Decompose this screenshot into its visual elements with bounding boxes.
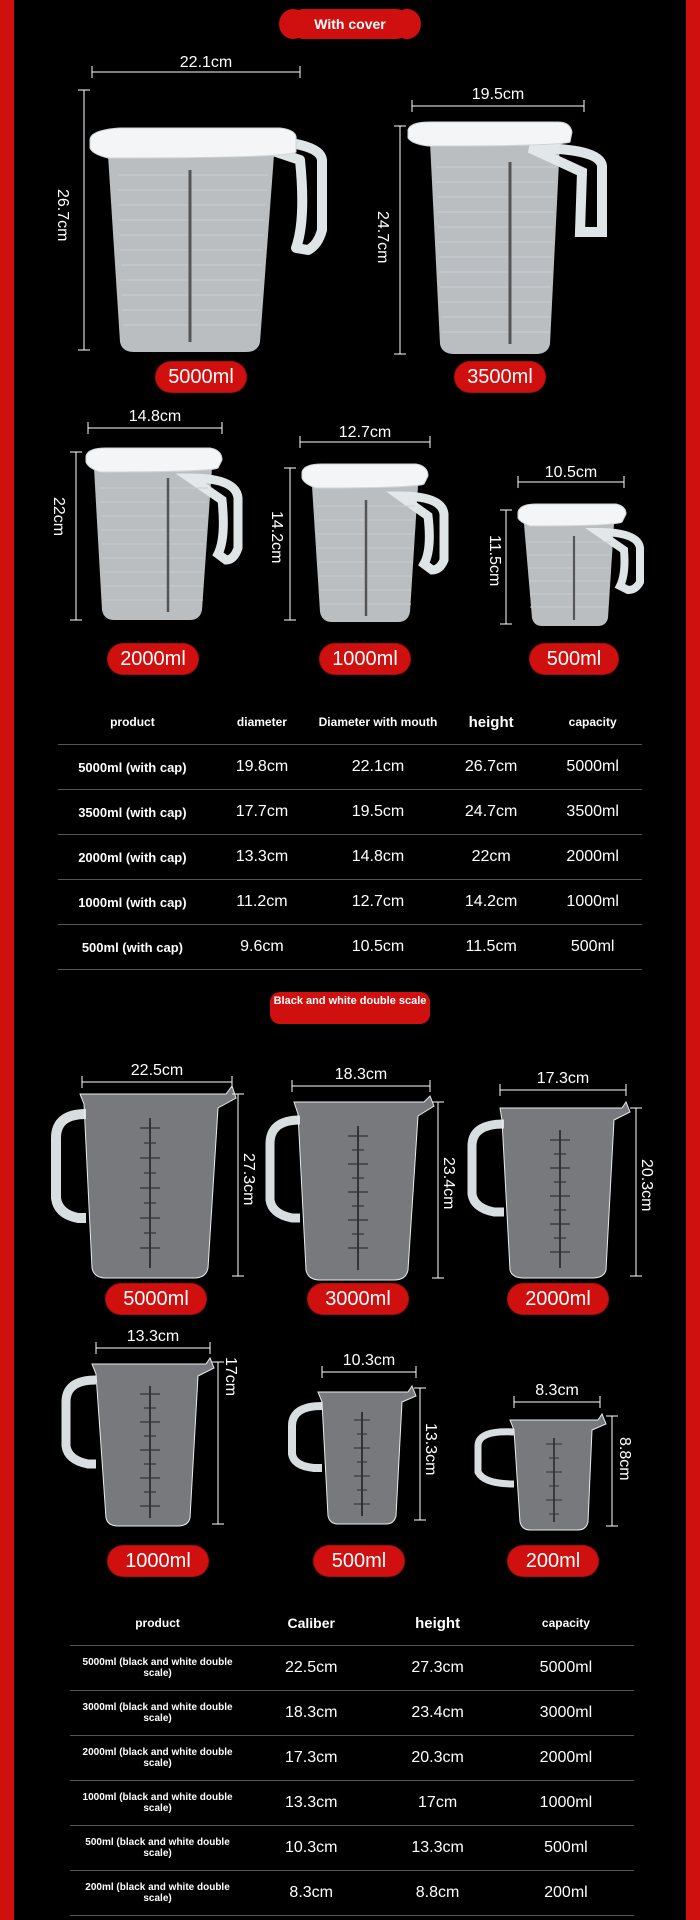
jug-with-lid-500ml-illustration [488,462,658,668]
cell-height: 17cm [377,1781,498,1826]
cell-height: 20.3cm [377,1736,498,1781]
beaker-1000ml [60,1328,260,1578]
jug2-width-label: 19.5cm [471,86,525,103]
header-capacity: capacity [543,700,642,745]
cell-caliber: 17.3cm [245,1736,377,1781]
cell-capacity: 2000ml [543,835,642,880]
cell-capacity: 3500ml [543,790,642,835]
cell-capacity: 3000ml [498,1691,634,1736]
cell-height: 8.8cm [377,1871,498,1916]
cell-caliber: 8.3cm [245,1871,377,1916]
cell-capacity: 2000ml [498,1736,634,1781]
jug-with-lid-5000ml [54,54,340,390]
section-title-double-scale: Black and white double scale [270,992,430,1024]
jug1-width-label: 22.1cm [179,54,233,71]
jug-with-lid-3500ml [370,82,620,392]
beaker1-width-label: 22.5cm [130,1062,184,1079]
beaker4-width-label: 13.3cm [126,1328,180,1345]
beaker-2000ml [460,1070,660,1318]
jug4-height-label: 14.2cm [268,511,285,564]
cell-diameter: 11.2cm [207,880,317,925]
jug4-capacity-badge: 1000ml [320,644,410,674]
cell-capacity: 5000ml [543,745,642,790]
cell-height: 27.3cm [377,1646,498,1691]
table-row [58,880,642,925]
header-product: product [70,1601,245,1646]
cell-product: 3500ml (with cap) [58,790,207,835]
header-caliber: Caliber [245,1601,377,1646]
cell-height: 11.5cm [439,925,543,970]
header-diameter-with-mouth: Diameter with mouth [317,700,439,745]
jug5-height-label: 11.5cm [486,535,503,587]
jug-with-lid-2000ml-illustration [50,408,250,668]
spec-table-with-cover [58,700,642,970]
cell-capacity: 1000ml [498,1781,634,1826]
table-header-row [70,1601,634,1646]
beaker1-height-label: 27.3cm [240,1153,257,1206]
section-title-with-cover: With cover [289,9,411,39]
beaker-200ml [470,1380,650,1578]
cell-capacity: 5000ml [498,1646,634,1691]
cell-product: 1000ml (with cap) [58,880,207,925]
cell-product: 500ml (black and white double scale) [70,1826,245,1871]
right-red-border [686,0,700,1920]
beaker6-height-label: 8.8cm [616,1437,633,1481]
cell-product: 5000ml (with cap) [58,745,207,790]
beaker2-height-label: 23.4cm [440,1157,457,1210]
table-row [70,1646,634,1691]
left-red-border [0,0,14,1920]
cell-capacity: 500ml [498,1826,634,1871]
jug3-capacity-badge: 2000ml [108,644,198,674]
beaker1-capacity-badge: 5000ml [106,1284,206,1314]
table-row [70,1826,634,1871]
beaker-5000ml [50,1048,280,1318]
header-diameter: diameter [207,700,317,745]
table-row [58,925,642,970]
jug1-height-label: 26.7cm [54,189,71,242]
table-row [70,1736,634,1781]
cell-mouth-diameter: 22.1cm [317,745,439,790]
jug-with-lid-1000ml-illustration [270,420,470,668]
cell-diameter: 19.8cm [207,745,317,790]
cell-product: 2000ml (black and white double scale) [70,1736,245,1781]
cell-height: 24.7cm [439,790,543,835]
beaker2-width-label: 18.3cm [334,1066,388,1083]
jug-with-lid-3500ml-illustration [370,82,620,392]
beaker6-capacity-badge: 200ml [508,1546,598,1576]
cell-diameter: 13.3cm [207,835,317,880]
cell-mouth-diameter: 12.7cm [317,880,439,925]
beaker5-capacity-badge: 500ml [314,1546,404,1576]
cell-height: 23.4cm [377,1691,498,1736]
beaker3-height-label: 20.3cm [638,1159,655,1212]
header-capacity: capacity [498,1601,634,1646]
jug-with-lid-2000ml [50,408,250,668]
cell-capacity: 200ml [498,1871,634,1916]
beaker-3000ml [262,1064,472,1318]
header-height: height [439,700,543,745]
cell-caliber: 13.3cm [245,1781,377,1826]
cell-product: 3000ml (black and white double scale) [70,1691,245,1736]
beaker4-capacity-badge: 1000ml [108,1546,208,1576]
jug-with-lid-500ml [488,462,658,668]
cell-product: 200ml (black and white double scale) [70,1871,245,1916]
beaker-2000ml-illustration [460,1074,660,1318]
beaker-500ml [276,1350,456,1578]
cell-caliber: 22.5cm [245,1646,377,1691]
cell-height: 14.2cm [439,880,543,925]
cell-capacity: 1000ml [543,880,642,925]
jug1-capacity-badge: 5000ml [156,362,246,392]
cell-mouth-diameter: 14.8cm [317,835,439,880]
cell-product: 2000ml (with cap) [58,835,207,880]
jug3-height-label: 22cm [50,497,67,537]
table-header-row [58,700,642,745]
cell-caliber: 10.3cm [245,1826,377,1871]
cell-height: 22cm [439,835,543,880]
cell-height: 13.3cm [377,1826,498,1871]
jug4-width-label: 12.7cm [338,424,392,441]
cell-diameter: 17.7cm [207,790,317,835]
cell-capacity: 500ml [543,925,642,970]
beaker3-capacity-badge: 2000ml [508,1284,608,1314]
beaker5-height-label: 13.3cm [422,1423,439,1476]
cell-product: 1000ml (black and white double scale) [70,1781,245,1826]
beaker5-width-label: 10.3cm [342,1352,396,1369]
cell-mouth-diameter: 10.5cm [317,925,439,970]
jug2-capacity-badge: 3500ml [455,362,545,392]
table-row [58,835,642,880]
cell-mouth-diameter: 19.5cm [317,790,439,835]
jug5-width-label: 10.5cm [544,464,598,481]
beaker6-width-label: 8.3cm [535,1382,579,1399]
table-row [70,1871,634,1916]
cell-product: 5000ml (black and white double scale) [70,1646,245,1691]
beaker3-width-label: 17.3cm [536,1070,590,1087]
table-row [70,1691,634,1736]
jug2-height-label: 24.7cm [374,211,391,264]
beaker2-capacity-badge: 3000ml [308,1284,408,1314]
jug-with-lid-1000ml [270,420,470,668]
jug3-width-label: 14.8cm [128,408,182,425]
cell-product: 500ml (with cap) [58,925,207,970]
header-product: product [58,700,207,745]
jug5-capacity-badge: 500ml [530,644,618,674]
cell-diameter: 9.6cm [207,925,317,970]
cell-caliber: 18.3cm [245,1691,377,1736]
header-height: height [377,1601,498,1646]
table-row [58,745,642,790]
beaker4-height-label: 17cm [222,1357,239,1397]
table-row [70,1781,634,1826]
cell-height: 26.7cm [439,745,543,790]
spec-table-double-scale [70,1601,634,1916]
jug-with-lid-5000ml-illustration [60,60,340,390]
table-row [58,790,642,835]
